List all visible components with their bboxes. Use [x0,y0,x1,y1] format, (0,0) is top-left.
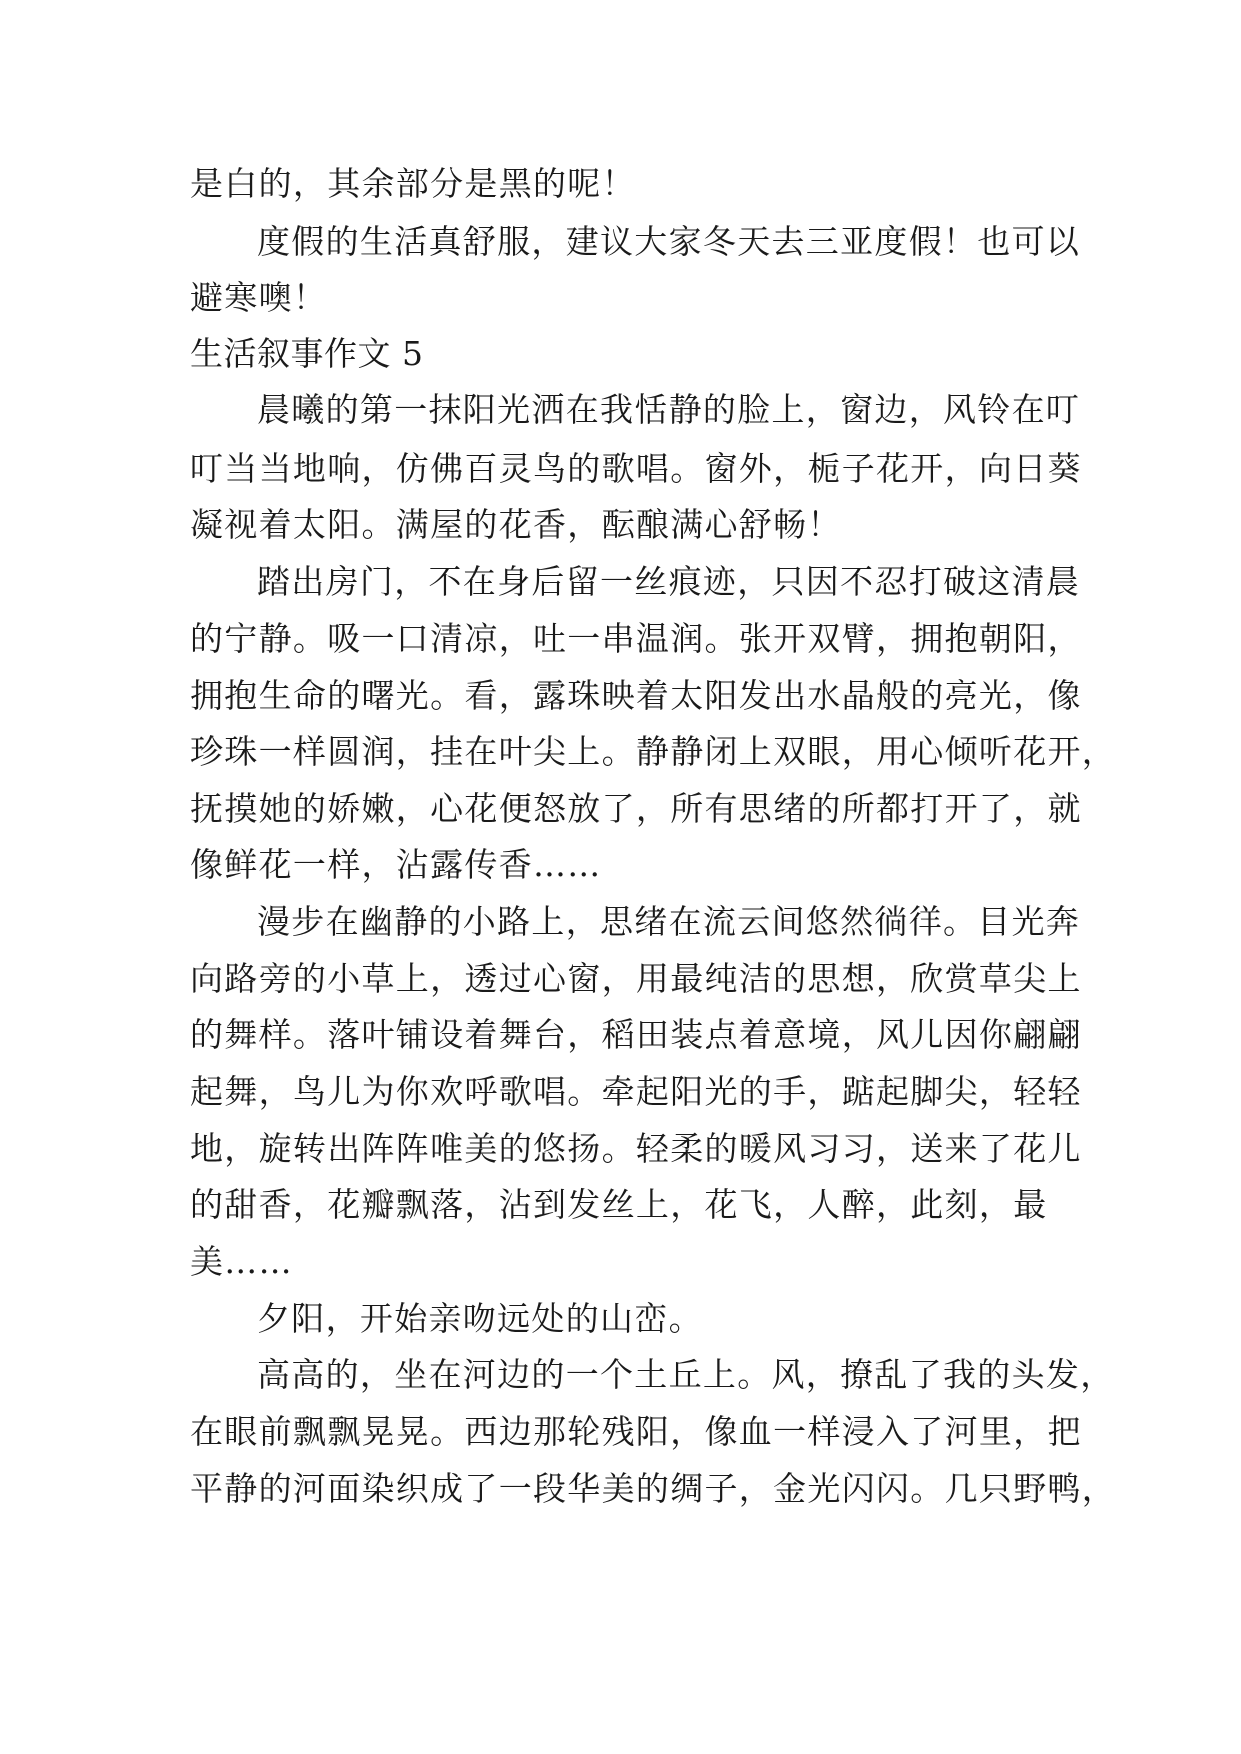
text-line: 地，旋转出阵阵唯美的悠扬。轻柔的暖风习习，送来了花儿 [190,1129,1082,1168]
paragraph-first-line: 晨曦的第一抹阳光洒在我恬静的脸上，窗边，风铃在叮 [257,390,1081,429]
text-line: 平静的河面染织成了一段华美的绸子，金光闪闪。几只野鸭， [190,1469,1117,1508]
text-line: 起舞，鸟儿为你欢呼歌唱。牵起阳光的手，踮起脚尖，轻轻 [190,1072,1082,1111]
section-heading: 生活叙事作文 5 [190,334,424,373]
text-line: 像鲜花一样，沾露传香…… [190,845,602,884]
text-line: 的甜香，花瓣飘落，沾到发丝上，花飞，人醉，此刻，最 [190,1185,1048,1224]
text-line: 凝视着太阳。满屋的花香，酝酿满心舒畅！ [190,505,842,544]
text-line: 的宁静。吸一口清凉，吐一串温润。张开双臂，拥抱朝阳， [190,619,1082,658]
text-line: 向路旁的小草上，透过心窗，用最纯洁的思想，欣赏草尖上 [190,959,1082,998]
text-line: 的舞样。落叶铺设着舞台，稻田装点着意境，风儿因你翩翩 [190,1015,1082,1054]
paragraph-first-line: 高高的，坐在河边的一个土丘上。风，撩乱了我的头发， [257,1355,1115,1394]
paragraph-first-line: 夕阳，开始亲吻远处的山峦。 [257,1299,703,1338]
paragraph-first-line: 漫步在幽静的小路上，思绪在流云间悠然徜徉。目光奔 [257,902,1081,941]
paragraph-first-line: 踏出房门，不在身后留一丝痕迹，只因不忍打破这清晨 [257,562,1081,601]
paragraph-first-line: 度假的生活真舒服，建议大家冬天去三亚度假！也可以 [257,222,1081,261]
text-line: 是白的，其余部分是黑的呢！ [190,164,636,203]
text-line: 拥抱生命的曙光。看，露珠映着太阳发出水晶般的亮光，像 [190,676,1082,715]
text-line: 在眼前飘飘晃晃。西边那轮残阳，像血一样浸入了河里，把 [190,1412,1082,1451]
text-line: 抚摸她的娇嫩，心花便怒放了，所有思绪的所都打开了，就 [190,789,1082,828]
text-line: 珍珠一样圆润，挂在叶尖上。静静闭上双眼，用心倾听花开， [190,732,1117,771]
text-line: 叮当当地响，仿佛百灵鸟的歌唱。窗外，栀子花开，向日葵 [190,449,1082,488]
text-line: 美…… [190,1242,293,1281]
text-line: 避寒噢！ [190,278,328,317]
